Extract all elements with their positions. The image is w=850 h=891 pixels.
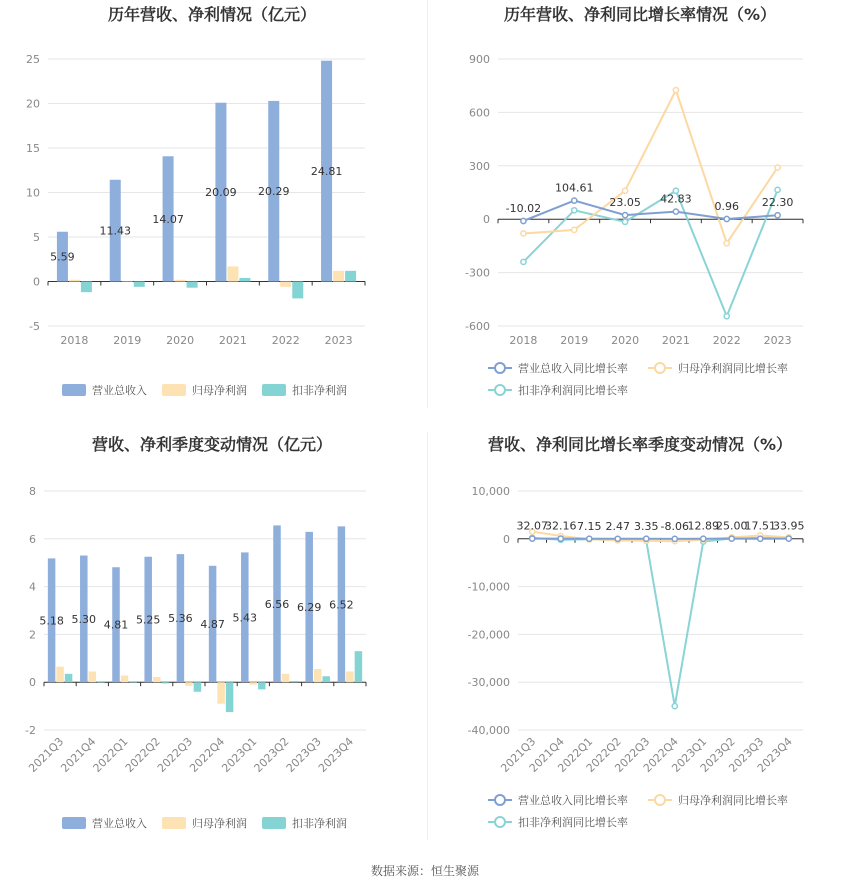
line-value-label: -10.02: [505, 201, 542, 215]
legend: [62, 383, 347, 397]
y-tick-label: 600: [469, 106, 490, 120]
legend: [488, 361, 788, 397]
legend-swatch: [162, 384, 186, 396]
bar-value-label: 5.43: [232, 611, 258, 625]
bar-value-label: 4.87: [200, 618, 225, 632]
y-tick-label: 20: [26, 97, 40, 111]
line-value-label: 7.15: [577, 519, 602, 533]
legend-label: 归母净利润同比增长率: [678, 362, 788, 375]
line-point: [729, 536, 734, 541]
x-tick-label: 2022Q2: [122, 734, 163, 775]
series-line: [523, 201, 777, 221]
x-tick-label: 2023Q3: [726, 734, 767, 775]
legend-item: [488, 361, 628, 375]
legend-label: 扣非净利润同比增长率: [518, 384, 628, 397]
line-point: [775, 165, 780, 170]
line-point: [724, 241, 729, 246]
series-line: [523, 190, 777, 316]
line-point: [672, 704, 677, 709]
bar-value-label: 24.81: [310, 165, 343, 179]
bar: [65, 674, 73, 682]
line-value-label: 104.61: [555, 181, 594, 195]
x-tick-label: 2023: [324, 334, 353, 347]
line-point: [622, 212, 627, 217]
annual-growth-chart: [428, 0, 850, 410]
y-tick-label: 25: [26, 53, 40, 66]
bar: [121, 676, 129, 683]
y-tick-label: 300: [469, 159, 490, 173]
legend-item: [648, 361, 788, 375]
legend-label: 扣非净利润: [292, 384, 347, 397]
bar: [345, 271, 356, 282]
y-tick-label: 5: [33, 231, 40, 244]
bar-value-label: 5.18: [39, 614, 64, 628]
x-tick-label: 2022Q3: [612, 734, 653, 775]
x-tick-label: 2023Q3: [283, 734, 324, 775]
x-tick-label: 2020: [166, 334, 195, 347]
x-tick-label: 2022: [271, 334, 300, 347]
bar: [153, 677, 161, 682]
line-value-label: 23.05: [609, 196, 641, 210]
bar: [355, 651, 363, 682]
legend-swatch: [162, 817, 186, 829]
line-point: [672, 536, 677, 541]
line-point: [724, 314, 729, 319]
line-point: [572, 227, 577, 232]
x-tick-label: 2023Q1: [669, 734, 710, 775]
bar: [217, 682, 225, 704]
legend-label: 归母净利润: [192, 817, 247, 830]
line-point: [786, 536, 791, 541]
line-value-label: -8.06: [660, 519, 689, 533]
bar-value-label: 6.29: [296, 601, 322, 615]
line-value-label: 33.95: [773, 519, 805, 533]
line-value-label: 25.00: [716, 519, 748, 533]
x-tick-label: 2021: [218, 334, 247, 347]
bar-value-label: 5.25: [135, 613, 161, 627]
legend-item: [648, 793, 788, 807]
bar: [250, 682, 257, 684]
legend-item: [262, 383, 347, 397]
quarterly-amount-chart: [0, 428, 425, 853]
y-tick-label: 10: [26, 186, 40, 200]
y-tick-label: -30,000: [467, 676, 510, 690]
legend-label: 归母净利润: [192, 384, 247, 397]
legend-swatch: [62, 817, 86, 829]
legend-item: [162, 816, 247, 830]
x-tick-label: 2020: [611, 334, 640, 347]
line-value-label: 32.07: [516, 519, 548, 533]
y-tick-label: 2: [29, 628, 36, 642]
y-tick-label: 900: [469, 53, 490, 66]
bar: [69, 280, 80, 282]
x-tick-label: 2021Q3: [498, 734, 539, 775]
x-tick-label: 2021Q4: [58, 734, 99, 775]
legend-swatch-point: [655, 795, 665, 805]
y-tick-label: 0: [483, 213, 490, 227]
bar-value-label: 5.36: [168, 612, 193, 626]
bar-value-label: 5.30: [71, 612, 97, 626]
x-tick-label: 2022Q1: [90, 734, 131, 775]
y-tick-label: 4: [29, 580, 36, 594]
legend-item: [488, 383, 628, 397]
bar: [161, 682, 169, 683]
quarterly-growth-chart: [428, 428, 850, 853]
x-tick-label: 2023: [763, 334, 792, 347]
bar: [81, 282, 92, 293]
bar: [290, 681, 298, 682]
bar: [346, 671, 354, 682]
line-value-label: 32.16: [545, 519, 577, 533]
legend-item: [262, 816, 347, 830]
chart-title: 营收、净利同比增长率季度变动情况（%）: [487, 435, 793, 454]
legend-swatch-point: [495, 385, 505, 395]
line-value-label: 42.83: [660, 192, 692, 206]
legend-label: 营业总收入: [92, 817, 147, 830]
chart-title: 营收、净利季度变动情况（亿元）: [91, 435, 333, 454]
line-point: [622, 219, 627, 224]
series-line: [532, 538, 789, 706]
line-point: [775, 213, 780, 218]
line-value-label: 22.30: [761, 196, 794, 210]
x-tick-label: 2022Q2: [583, 734, 624, 775]
legend-item: [62, 816, 147, 830]
chart-title: 历年营收、净利情况（亿元）: [107, 5, 317, 24]
bar: [292, 282, 303, 299]
legend: [62, 816, 347, 830]
legend-swatch: [262, 817, 286, 829]
y-tick-label: 0: [503, 532, 510, 546]
y-tick-label: -40,000: [467, 724, 510, 737]
x-tick-label: 2022Q4: [640, 734, 681, 775]
x-tick-label: 2021: [661, 334, 690, 347]
legend-swatch: [62, 384, 86, 396]
line-point: [558, 536, 563, 541]
bar: [282, 674, 290, 682]
bar-value-label: 11.43: [99, 224, 131, 238]
y-tick-label: -300: [465, 266, 490, 280]
y-tick-label: 15: [26, 142, 40, 155]
line-value-label: 3.35: [634, 519, 659, 533]
x-tick-label: 2023Q2: [251, 734, 292, 775]
line-point: [758, 536, 763, 541]
legend-label: 扣非净利润: [292, 817, 347, 830]
bar-value-label: 20.09: [205, 186, 237, 200]
bar-value-label: 6.52: [329, 598, 354, 612]
x-tick-label: 2019: [560, 334, 589, 347]
bar: [322, 676, 330, 682]
line-point: [521, 231, 526, 236]
y-tick-label: -600: [465, 320, 490, 333]
x-tick-label: 2023Q1: [219, 734, 260, 775]
legend-swatch: [262, 384, 286, 396]
line-point: [775, 187, 780, 192]
line-value-label: 0.96: [714, 200, 739, 214]
x-tick-label: 2023Q4: [315, 734, 357, 775]
line-point: [622, 188, 627, 193]
x-tick-label: 2018: [60, 334, 89, 347]
bar-value-label: 14.07: [152, 212, 184, 226]
y-tick-label: 0: [29, 676, 36, 690]
legend: [488, 793, 788, 829]
legend-swatch-point: [655, 363, 665, 373]
bar-value-label: 4.81: [103, 618, 129, 632]
legend-item: [62, 383, 147, 397]
y-tick-label: -5: [29, 320, 40, 333]
line-point: [572, 198, 577, 203]
legend-item: [488, 815, 628, 829]
y-tick-label: 6: [29, 532, 36, 546]
bar: [226, 682, 234, 712]
y-tick-label: -2: [25, 724, 36, 737]
bar: [89, 671, 97, 682]
line-point: [615, 536, 620, 541]
bar: [129, 682, 137, 683]
bar: [185, 682, 193, 686]
line-value-label: 2.47: [605, 519, 630, 533]
x-tick-label: 2023Q2: [697, 734, 738, 775]
y-tick-label: -10,000: [467, 580, 510, 594]
line-point: [521, 259, 526, 264]
legend-swatch-point: [495, 817, 505, 827]
bar: [239, 278, 250, 282]
bar: [194, 682, 202, 692]
bar: [56, 667, 64, 683]
line-point: [701, 536, 706, 541]
legend-label: 归母净利润同比增长率: [678, 794, 788, 807]
legend-swatch-point: [495, 795, 505, 805]
bar: [187, 282, 198, 288]
bar-value-label: 6.56: [264, 597, 290, 611]
line-point: [521, 218, 526, 223]
line-point: [724, 216, 729, 221]
bar: [258, 682, 266, 689]
legend-item: [162, 383, 247, 397]
x-tick-label: 2021Q4: [526, 734, 567, 775]
bar-value-label: 5.59: [50, 250, 75, 264]
legend-label: 扣非净利润同比增长率: [518, 816, 628, 829]
x-tick-label: 2022Q4: [187, 734, 228, 775]
line-point: [572, 208, 577, 213]
line-value-label: 17.51: [744, 519, 776, 533]
legend-label: 营业总收入同比增长率: [518, 362, 628, 375]
line-point: [644, 536, 649, 541]
line-point: [673, 209, 678, 214]
x-tick-label: 2022Q1: [555, 734, 596, 775]
bar: [97, 682, 105, 683]
bar: [314, 669, 322, 682]
x-tick-label: 2022: [712, 334, 741, 347]
x-tick-label: 2018: [509, 334, 538, 347]
y-tick-label: 0: [33, 275, 40, 289]
legend-label: 营业总收入同比增长率: [518, 794, 628, 807]
legend-item: [488, 793, 628, 807]
bar: [280, 282, 291, 287]
annual-amount-chart: [0, 0, 425, 410]
y-tick-label: -20,000: [467, 628, 510, 642]
data-source-note: 数据来源：恒生聚源: [370, 864, 479, 878]
x-tick-label: 2019: [113, 334, 142, 347]
x-tick-label: 2023Q4: [754, 734, 795, 775]
bar: [134, 282, 145, 287]
bar: [227, 266, 238, 281]
y-tick-label: 10,000: [471, 485, 510, 498]
bar: [175, 280, 186, 282]
line-point: [530, 536, 535, 541]
legend-swatch-point: [495, 363, 505, 373]
line-point: [673, 88, 678, 93]
x-tick-label: 2021Q3: [26, 734, 67, 775]
bar-value-label: 20.29: [258, 185, 290, 199]
series-1: [57, 61, 332, 282]
bar: [122, 281, 133, 282]
legend-label: 营业总收入: [92, 384, 147, 397]
chart-title: 历年营收、净利同比增长率情况（%）: [503, 5, 777, 24]
y-tick-label: 8: [29, 485, 36, 498]
x-tick-label: 2022Q3: [154, 734, 196, 775]
line-value-label: 12.89: [687, 519, 719, 533]
line-point: [587, 536, 592, 541]
bar: [333, 271, 344, 282]
